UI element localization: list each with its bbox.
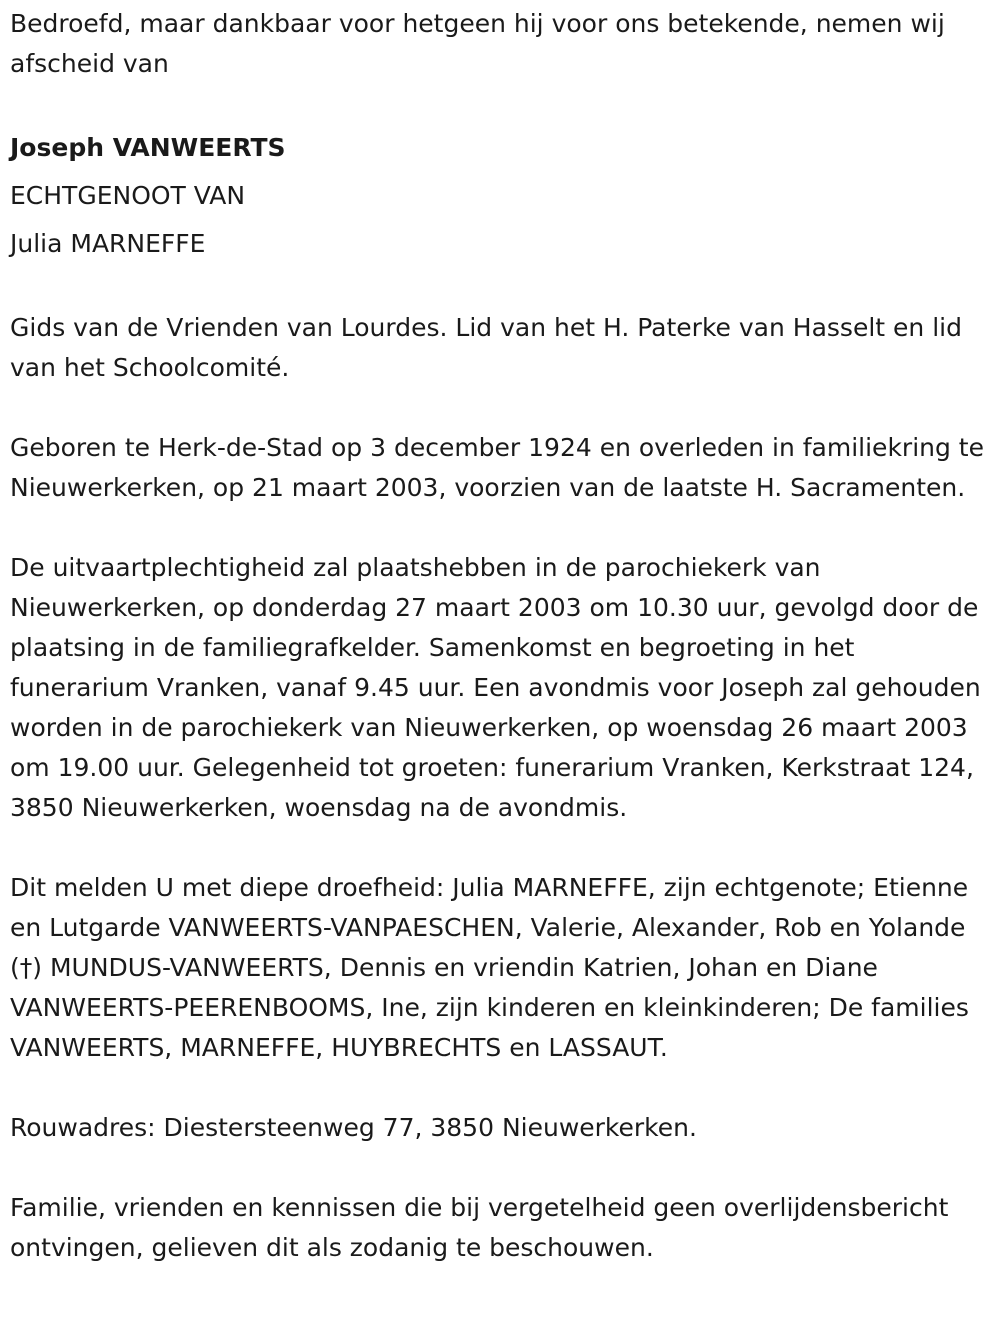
- relation-label: ECHTGENOOT VAN: [10, 181, 246, 210]
- address-paragraph: Rouwadres: Diestersteenweg 77, 3850 Nieuwerkerken.: [10, 1113, 697, 1142]
- spacer: [10, 508, 995, 548]
- birth-death-paragraph: Geboren te Herk-de-Stad op 3 december 1924 en overleden in familiekring te Nieuwerkerken, op 21 maart 2003, voorzien van de laatste H. Sacramenten.: [10, 433, 984, 502]
- deceased-name-line: [10, 124, 995, 172]
- spouse-name: Julia MARNEFFE: [10, 229, 206, 258]
- family-paragraph: Dit melden U met diepe droefheid: Julia MARNEFFE, zijn echtgenote; Etienne en Lutgarde VANWEERTS-VANPAESCHEN, Valerie, Alexander, Rob en Yolande (†) MUNDUS-VANWEERTS, Dennis en vriendin Katrien, Johan en Diane VANWEERTS-PEERENBOOMS, Ine, zijn kinderen en kleinkinderen; De families VANWEERTS, MARNEFFE, HUYBRECHTS en LASSAUT.: [10, 873, 969, 1062]
- deceased-name: Joseph VANWEERTS: [10, 133, 286, 162]
- obituary-document: [10, 4, 995, 1268]
- spacer: [10, 268, 995, 308]
- spacer: [10, 828, 995, 868]
- spacer: [10, 84, 995, 124]
- spacer: [10, 1068, 995, 1108]
- intro-paragraph: Bedroefd, maar dankbaar voor hetgeen hij voor ons betekende, nemen wij afscheid van: [10, 9, 945, 78]
- funeral-paragraph: De uitvaartplechtigheid zal plaatshebben in de parochiekerk van Nieuwerkerken, op donderdag 27 maart 2003 om 10.30 uur, gevolgd door de plaatsing in de familiegrafkelder. Samenkomst en begroeting in het funerarium Vranken, vanaf 9.45 uur. Een avondmis voor Joseph zal gehouden worden in de parochiekerk van Nieuwerkerken, op woensdag 26 maart 2003 om 19.00 uur. Gelegenheid tot groeten: funerarium Vranken, Kerkstraat 124, 3850 Nieuwerkerken, woensdag na de avondmis.: [10, 553, 981, 822]
- roles-paragraph: Gids van de Vrienden van Lourdes. Lid van het H. Paterke van Hasselt en lid van het Schoolcomité.: [10, 313, 962, 382]
- spacer: [10, 388, 995, 428]
- closing-paragraph: Familie, vrienden en kennissen die bij vergetelheid geen overlijdensbericht ontvingen, gelieven dit als zodanig te beschouwen.: [10, 1193, 949, 1262]
- spacer: [10, 1148, 995, 1188]
